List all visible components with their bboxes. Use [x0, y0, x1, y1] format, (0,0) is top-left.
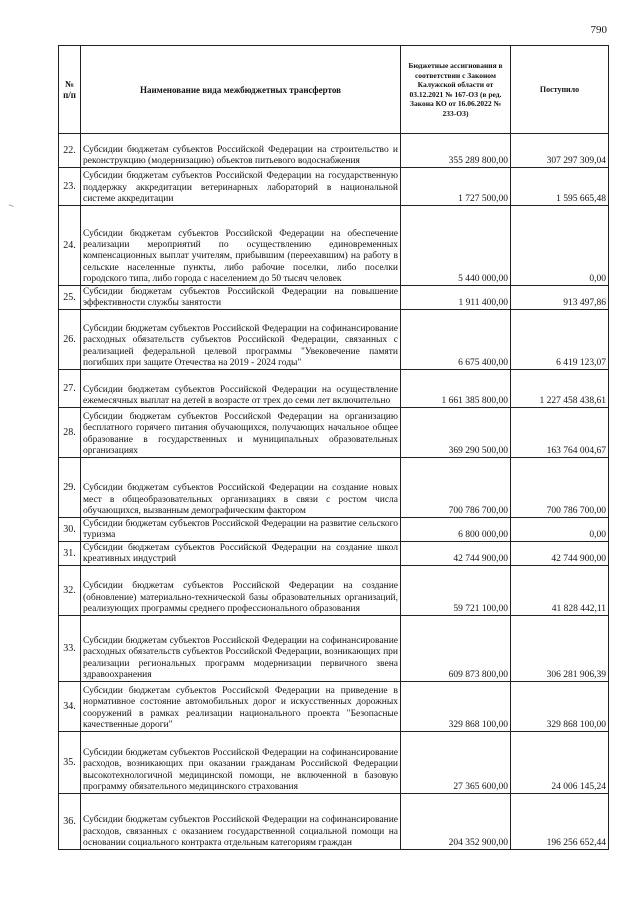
row-name: Субсидии бюджетам субъектов Российской Федерации на приведение в нормативное состояние автомобильных дорог и искусственных дорожных сооружений в рамках реализации национального проекта "Безопасные качественные дороги" — [81, 682, 401, 732]
header-name: Наименование вида межбюджетных трансфертов — [81, 46, 401, 134]
row-budget: 6 675 400,00 — [401, 310, 511, 370]
row-budget: 27 365 600,00 — [401, 732, 511, 794]
row-received: 913 497,86 — [511, 286, 609, 310]
row-budget: 42 744 900,00 — [401, 542, 511, 566]
header-budget: Бюджетные ассигнования в соответствии с Законом Калужской области от 03.12.2021 № 167-ОЗ (в ред. Закона КО от 16.06.2022 № 233-ОЗ) — [401, 46, 511, 134]
table-row — [59, 732, 609, 794]
row-budget: 355 289 800,00 — [401, 134, 511, 168]
row-name: Субсидии бюджетам субъектов Российской Федерации на осуществление ежемесячных выплат на детей в возрасте от трех до семи лет включительно — [81, 370, 401, 408]
row-budget: 204 352 900,00 — [401, 794, 511, 850]
row-name: Субсидии бюджетам субъектов Российской Федерации на повышение эффективности службы занятости — [81, 286, 401, 310]
row-name: Субсидии бюджетам субъектов Российской Федерации на создание новых мест в общеобразовательных организациях в связи с ростом числа обучающихся, вызванным демографическим фактором — [81, 458, 401, 518]
header-received: Поступило — [511, 46, 609, 134]
table-row — [59, 310, 609, 370]
row-received: 306 281 906,39 — [511, 616, 609, 682]
row-budget: 1 661 385 800,00 — [401, 370, 511, 408]
row-budget: 1 727 500,00 — [401, 168, 511, 206]
table-row — [59, 566, 609, 616]
table-row — [59, 286, 609, 310]
row-received: 307 297 309,04 — [511, 134, 609, 168]
table-row — [59, 168, 609, 206]
row-num: 23. — [59, 168, 81, 206]
table-row — [59, 682, 609, 732]
row-name: Субсидии бюджетам субъектов Российской Федерации на развитие сельского туризма — [81, 518, 401, 542]
row-name: Субсидии бюджетам субъектов Российской Федерации на софинансирование расходов, возникающих при оказании гражданам Российской Федерации высокотехнологичной медицинской помощи, не включенной в базовую программу обязательного медицинского страхования — [81, 732, 401, 794]
row-num: 30. — [59, 518, 81, 542]
row-num: 35. — [59, 732, 81, 794]
row-budget: 329 868 100,00 — [401, 682, 511, 732]
table-row — [59, 370, 609, 408]
row-name: Субсидии бюджетам субъектов Российской Федерации на строительство и реконструкцию (модернизацию) объектов питьевого водоснабжения — [81, 134, 401, 168]
row-num: 31. — [59, 542, 81, 566]
row-received: 0,00 — [511, 206, 609, 286]
row-received: 1 227 458 438,61 — [511, 370, 609, 408]
row-num: 32. — [59, 566, 81, 616]
table-row — [59, 542, 609, 566]
row-num: 22. — [59, 134, 81, 168]
table-row — [59, 408, 609, 458]
row-received: 42 744 900,00 — [511, 542, 609, 566]
row-name: Субсидии бюджетам субъектов Российской Федерации на создание (обновление) материально-технической базы образовательных организаций, реализующих программы среднего профессионального образования — [81, 566, 401, 616]
row-received: 0,00 — [511, 518, 609, 542]
table-row — [59, 206, 609, 286]
row-received: 1 595 665,48 — [511, 168, 609, 206]
row-received: 196 256 652,44 — [511, 794, 609, 850]
row-num: 26. — [59, 310, 81, 370]
row-received: 329 868 100,00 — [511, 682, 609, 732]
row-num: 33. — [59, 616, 81, 682]
row-name: Субсидии бюджетам субъектов Российской Федерации на софинансирование расходных обязательств субъектов Российской Федерации, возникающих при реализации региональных программ модернизации первичного звена здравоохранения — [81, 616, 401, 682]
row-num: 24. — [59, 206, 81, 286]
row-num: 25. — [59, 286, 81, 310]
row-num: 27. — [59, 370, 81, 408]
row-received: 41 828 442,11 — [511, 566, 609, 616]
table-row — [59, 616, 609, 682]
row-received: 24 006 145,24 — [511, 732, 609, 794]
transfers-table — [58, 45, 609, 850]
row-num: 36. — [59, 794, 81, 850]
row-received: 163 764 004,67 — [511, 408, 609, 458]
header-num: № п/п — [59, 46, 81, 134]
row-received: 6 419 123,07 — [511, 310, 609, 370]
table-row — [59, 518, 609, 542]
row-budget: 700 786 700,00 — [401, 458, 511, 518]
row-budget: 369 290 500,00 — [401, 408, 511, 458]
scan-artifact — [7, 204, 13, 210]
row-budget: 5 440 000,00 — [401, 206, 511, 286]
row-budget: 609 873 800,00 — [401, 616, 511, 682]
table-row — [59, 458, 609, 518]
row-num: 28. — [59, 408, 81, 458]
row-name: Субсидии бюджетам субъектов Российской Федерации на софинансирование расходных обязательств субъектов Российской Федерации, связанных с реализацией федеральной целевой программы "Увековечение памяти погибших при защите Отечества на 2019 - 2024 годы" — [81, 310, 401, 370]
table-header-row — [59, 46, 609, 134]
row-num: 29. — [59, 458, 81, 518]
row-received: 700 786 700,00 — [511, 458, 609, 518]
row-name: Субсидии бюджетам субъектов Российской Федерации на создание школ креативных индустрий — [81, 542, 401, 566]
row-budget: 1 911 400,00 — [401, 286, 511, 310]
row-budget: 6 800 000,00 — [401, 518, 511, 542]
row-name: Субсидии бюджетам субъектов Российской Федерации на софинансирование расходов, связанных с оказанием государственной социальной помощи на основании социального контракта отдельным категориям граждан — [81, 794, 401, 850]
row-name: Субсидии бюджетам субъектов Российской Федерации на обеспечение реализации мероприятий по осуществлению единовременных компенсационных выплат учителям, прибывшим (переехавшим) на работу в сельские населенные пункты, либо рабочие поселки, либо поселки городского типа, либо города с населением до 50 тысяч человек — [81, 206, 401, 286]
table-row — [59, 794, 609, 850]
table-row — [59, 134, 609, 168]
row-num: 34. — [59, 682, 81, 732]
row-name: Субсидии бюджетам субъектов Российской Федерации на организацию бесплатного горячего питания обучающихся, получающих начальное общее образование в государственных и муниципальных образовательных организациях — [81, 408, 401, 458]
row-budget: 59 721 100,00 — [401, 566, 511, 616]
page-number: 790 — [590, 24, 607, 36]
row-name: Субсидии бюджетам субъектов Российской Федерации на государственную поддержку аккредитации ветеринарных лабораторий в национальной системе аккредитации — [81, 168, 401, 206]
